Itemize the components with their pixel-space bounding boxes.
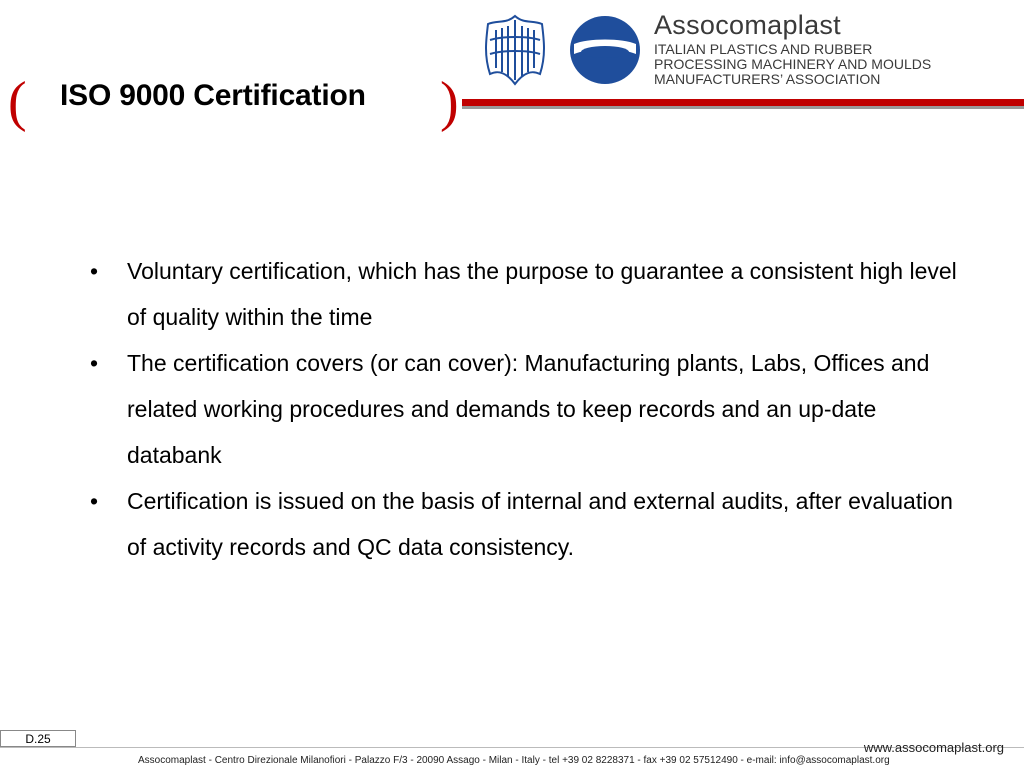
assocomaplast-globe-icon (568, 14, 642, 86)
bullet-marker: • (90, 350, 99, 376)
eagle-logo-icon (476, 10, 554, 90)
bullet-text: Certification is issued on the basis of internal and external audits, after evaluation of activity records and QC data consistency. (127, 488, 953, 560)
header-rule-red (462, 99, 1024, 106)
bullet-list (90, 248, 970, 570)
bullet-text: The certification covers (or can cover): Manufacturing plants, Labs, Offices and related working procedures and demands to keep records and an up-date databank (127, 350, 930, 468)
header-rule-gray (462, 106, 1024, 109)
brand-subtitle (654, 42, 931, 87)
brand-subtitle-line: ITALIAN PLASTICS AND RUBBER (654, 41, 873, 57)
brand-name: Assocomaplast (654, 10, 841, 40)
footer-address: Assocomaplast - Centro Direzionale Milanofiori - Palazzo F/3 - 20090 Assago - Milan - Italy - tel +39 02 8228371 - fax +39 02 57512490 - e-mail: info@assocomaplast.org (138, 755, 890, 766)
bullet-text: Voluntary certification, which has the purpose to guarantee a consistent high level of quality within the time (127, 258, 957, 330)
brand-subtitle-line: MANUFACTURERS’ ASSOCIATION (654, 71, 881, 87)
title-paren-right: ) (440, 71, 459, 133)
bullet-item (90, 340, 970, 478)
bullet-item (90, 248, 970, 340)
bullet-marker: • (90, 488, 99, 514)
bullet-item (90, 478, 970, 570)
slide-number: D.25 (0, 730, 76, 747)
title-paren-left: ( (8, 71, 27, 133)
slide-title: ISO 9000 Certification (60, 79, 366, 112)
bullet-marker: • (90, 258, 99, 284)
website-link[interactable]: www.assocomaplast.org (863, 740, 1004, 755)
brand-subtitle-line: PROCESSING MACHINERY AND MOULDS (654, 56, 932, 72)
